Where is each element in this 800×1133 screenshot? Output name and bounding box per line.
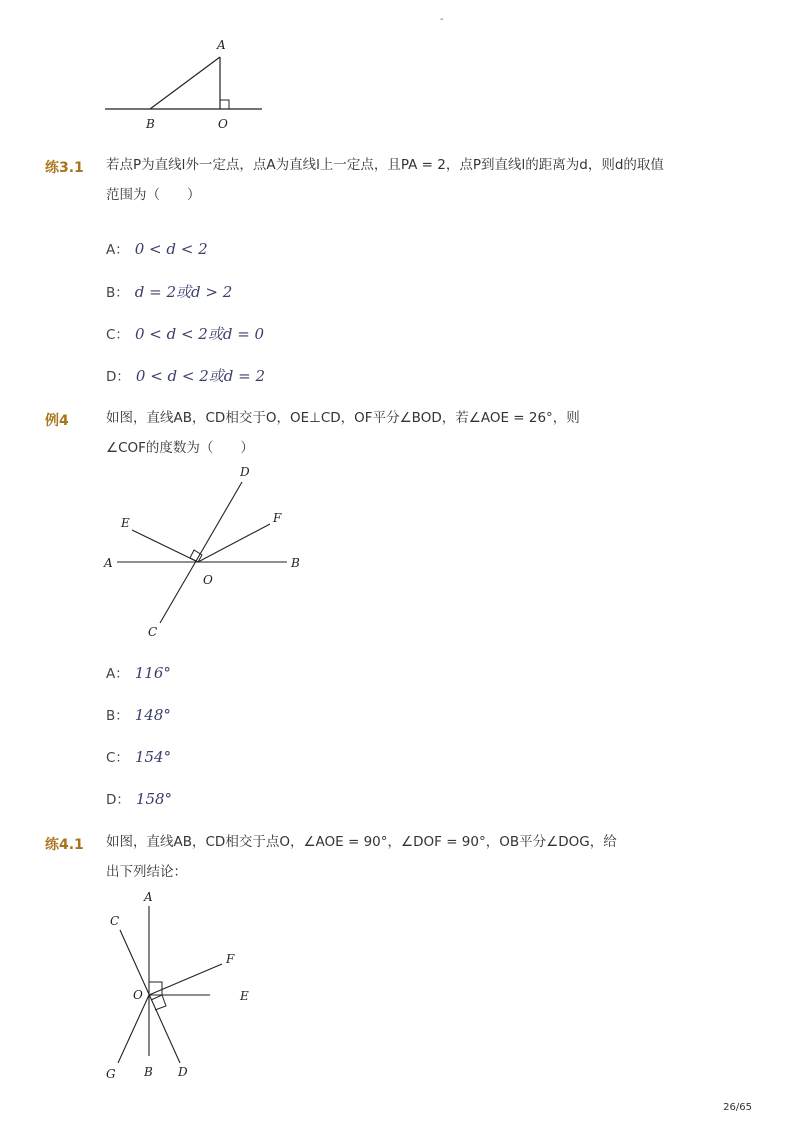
question-line-1: 如图，直线AB，CD相交于O，OE⊥CD，OF平分∠BOD，若∠AOE = 26°，则 [106,410,580,426]
label-o: O [203,573,213,587]
label-a: A [217,38,226,52]
option-label: A： [106,666,129,682]
label-o: O [218,117,228,131]
label-d: D [178,1065,188,1079]
question-line-1: 若点P为直线l外一定点，点A为直线l上一定点，且PA = 2，点P到直线l的距离为d，则d的取值 [106,157,664,173]
question-tag: 练3.1 [45,160,84,176]
option-label: B： [106,708,129,724]
top-mark: - [440,14,444,25]
label-d: D [240,465,250,479]
option-value: 0 < d < 2或d = 2 [135,367,266,385]
label-e: E [240,989,249,1003]
label-b: B [291,556,300,570]
question-tag: 练4.1 [45,837,84,853]
option-value: 148° [134,706,171,724]
question-line-2: ∠COF的度数为（ ） [106,440,254,456]
option-label: A： [106,242,129,258]
option-label: B： [106,285,129,301]
label-b: B [144,1065,153,1079]
option-value: 154° [134,748,172,766]
label-c: C [148,625,158,639]
label-a: A [104,556,113,570]
question-tag: 例4 [45,413,69,429]
label-b: B [146,117,155,131]
label-g: G [106,1067,116,1081]
label-a: A [144,890,153,904]
option-label: C： [106,750,129,766]
option-value: 116° [134,664,171,682]
option-value: 0 < d < 2或d = 0 [134,325,265,343]
option-value: 0 < d < 2 [134,240,208,258]
option-value: d = 2或d > 2 [134,283,233,301]
label-f: F [226,952,235,966]
question-line-2: 范围为（ ） [106,187,201,203]
page-number: 26/65 [723,1102,752,1113]
option-label: D： [106,792,130,808]
option-label: C： [106,327,129,343]
option-value: 158° [135,790,173,808]
question-line-2: 出下列结论： [106,864,187,880]
label-c: C [110,914,120,928]
label-o: O [133,988,143,1002]
label-f: F [273,511,282,525]
option-label: D： [106,369,130,385]
label-e: E [121,516,130,530]
question-line-1: 如图，直线AB，CD相交于点O，∠AOE = 90°，∠DOF = 90°，OB平分∠DOG，给 [106,834,617,850]
